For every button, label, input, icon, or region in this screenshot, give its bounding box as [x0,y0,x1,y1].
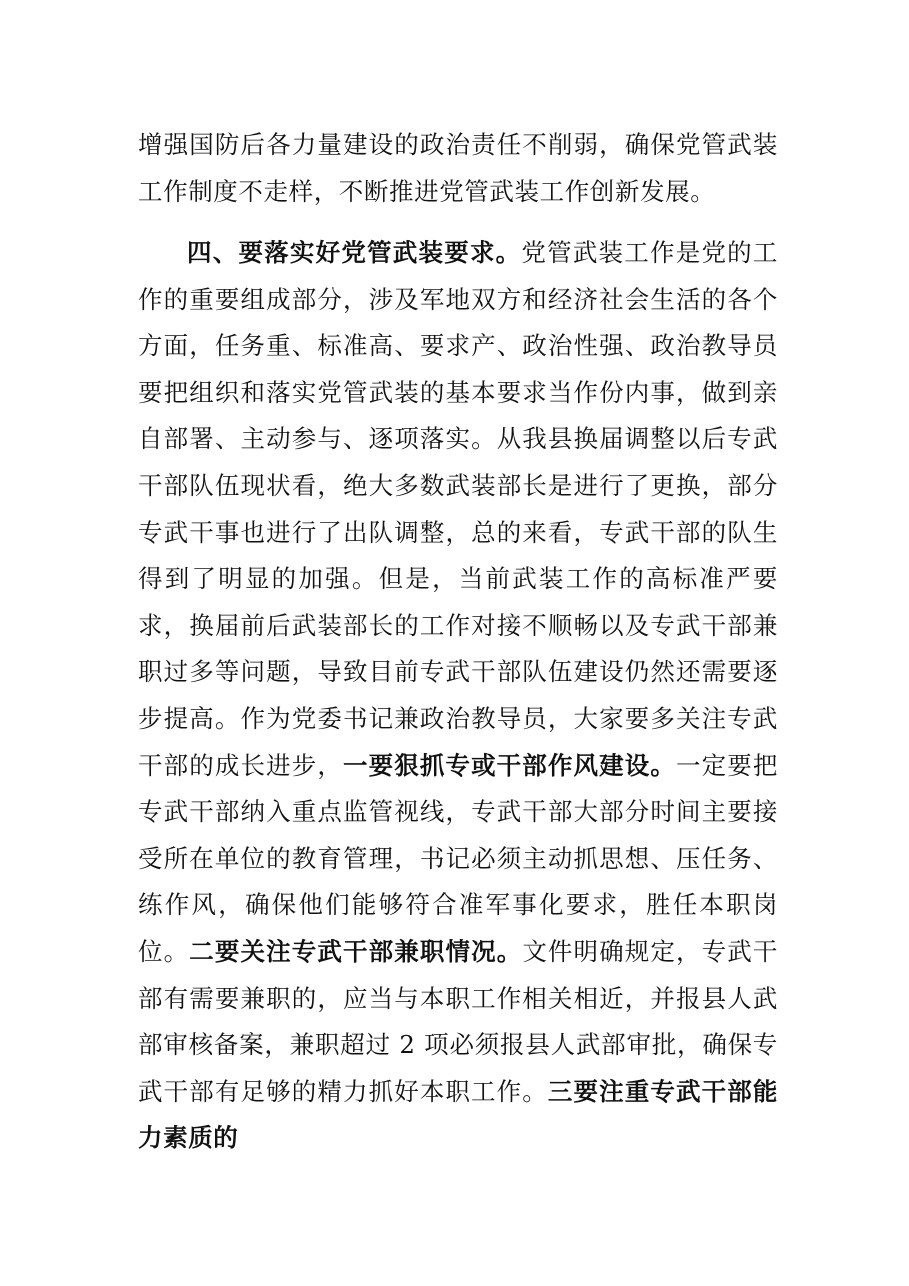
section-heading: 四、要落实好党管武装要求。 [187,238,522,267]
point-1-heading: 一要狠抓专或干部作风建设。 [342,750,677,780]
paragraph-2-text-b: 一定要把专武干部纳入重点监管视线，专武干部大部分时间主要接受所在单位的教育管理，书记必须主动抓思想、压任务、练作风，确保他们能够符合准军事化要求，胜任本职岗位。 [138,750,778,966]
paragraph-1-text: 增强国防后各力量建设的政治责任不削弱，确保党管武装工作制度不走样，不断推进党管武装工作创新发展。 [138,130,778,206]
point-3-heading: 三要注重专武干部能力素质的 [138,1076,778,1153]
paragraph-2-text-c: 文件明确规定，专武干部有需要兼职的，应当与本职工作相关相近，并报县人武部审核备案，兼职超过 2 项必须报县人武部审批，确保专武干部有足够的精力抓好本职工作。 [138,936,778,1106]
paragraph-section-four [138,230,778,1162]
point-2-heading: 二要关注专武干部兼职情况。 [189,936,523,966]
paragraph-2-text-a: 党管武装工作是党的工作的重要组成部分，涉及军地双方和经济社会生活的各个方面，任务重、标准高、要求产、政治性强、政治教导员要把组织和落实党管武装的基本要求当作份内事，做到亲自部署、主动参与、逐项落实。从我县换届调整以后专武干部队伍现状看，绝大多数武装部长是进行了更换，部分专武干事也进行了出队调整，总的来看，专武干部的队生得到了明显的加强。但是，当前武装工作的高标准严要求，换届前后武装部长的工作对接不顺畅以及专武干部兼职过多等问题，导致目前专武干部队伍建设仍然还需要逐步提高。作为党委书记兼政治教导员，大家要多关注专武干部的成长进步， [138,238,778,780]
paragraph-continuation [138,122,778,215]
